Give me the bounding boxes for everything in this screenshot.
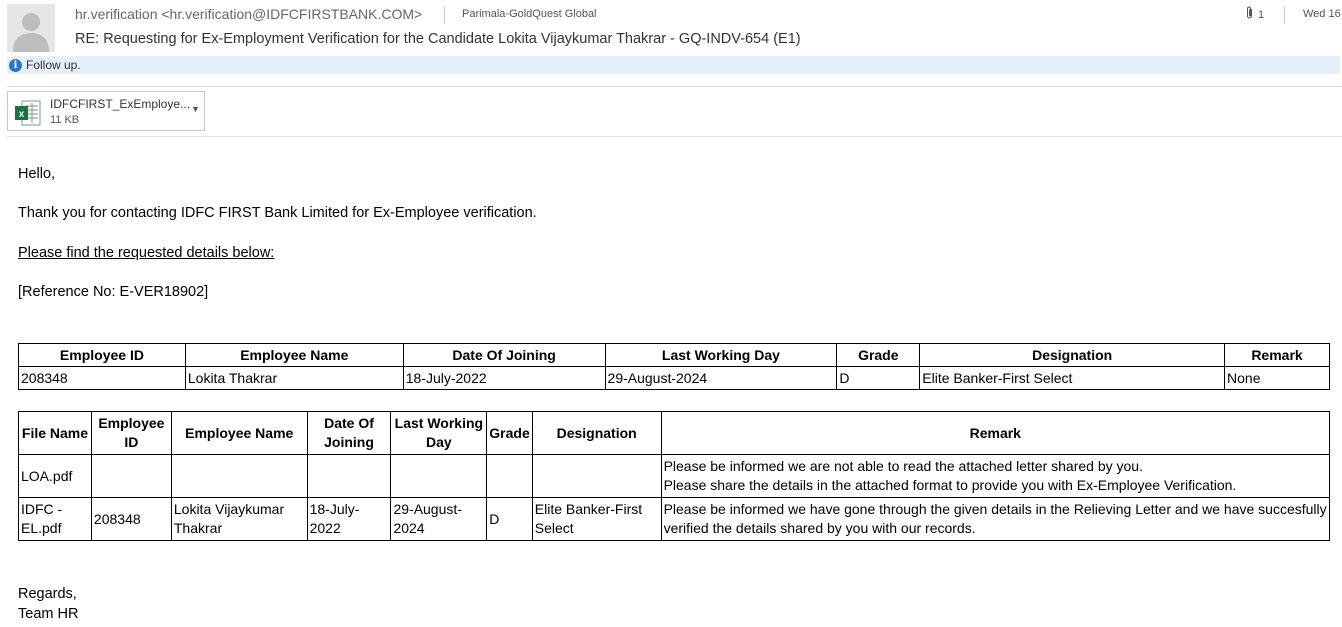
table-cell: 29-August-2024	[391, 498, 487, 541]
followup-text: Follow up.	[26, 58, 81, 72]
column-header: Employee ID	[19, 344, 186, 367]
attachment-count	[1245, 6, 1264, 23]
team-line: Team HR	[18, 606, 79, 622]
attachment-count-label: 1	[1258, 8, 1265, 21]
column-header: Designation	[920, 344, 1225, 367]
attachment-card[interactable]	[7, 91, 205, 131]
column-header: Remark	[1225, 344, 1330, 367]
column-header: File Name	[19, 412, 92, 455]
column-header: Date Of Joining	[403, 344, 605, 367]
table-cell: IDFC - EL.pdf	[19, 498, 92, 541]
table-cell	[391, 455, 487, 498]
header-divider	[444, 6, 445, 24]
table-cell: Elite Banker-First Select	[532, 498, 661, 541]
table-row	[19, 367, 1330, 390]
file-details-table	[18, 411, 1330, 541]
column-header: Designation	[532, 412, 661, 455]
details-intro: Please find the requested details below:	[18, 245, 275, 261]
table-cell: Elite Banker-First Select	[920, 367, 1225, 390]
table-cell: 29-August-2024	[605, 367, 837, 390]
column-header: Last Working Day	[605, 344, 837, 367]
table-cell	[307, 455, 391, 498]
recipient[interactable]: Parimala-GoldQuest Global	[462, 8, 597, 20]
table-header-row	[19, 412, 1330, 455]
table-cell: 18-July-2022	[403, 367, 605, 390]
table-cell	[532, 455, 661, 498]
header-divider-right	[1284, 6, 1285, 24]
divider	[7, 86, 1342, 87]
table-cell	[487, 455, 532, 498]
thanks-line: Thank you for contacting IDFC FIRST Bank Limited for Ex-Employee verification.	[18, 205, 537, 221]
table-cell: Lokita Thakrar	[185, 367, 403, 390]
table-row	[19, 455, 1330, 498]
regards-line: Regards,	[18, 586, 77, 602]
column-header: Grade	[837, 344, 920, 367]
column-header: Employee ID	[91, 412, 171, 455]
divider	[7, 136, 1342, 137]
followup-banner[interactable]	[7, 56, 1340, 74]
column-header: Employee Name	[185, 344, 403, 367]
info-icon: i	[9, 59, 22, 72]
table-cell: D	[487, 498, 532, 541]
table-cell: 208348	[91, 498, 171, 541]
column-header: Employee Name	[171, 412, 307, 455]
table-cell	[171, 455, 307, 498]
table-cell: 208348	[19, 367, 186, 390]
table-cell: Please be informed we have gone through the given details in the Relieving Letter and we have succesfully verified the details shared by you with our records.	[661, 498, 1329, 541]
attachment-size: 11 KB	[50, 114, 80, 126]
table-row	[19, 498, 1330, 541]
summary-table	[18, 343, 1330, 390]
paperclip-icon	[1245, 6, 1254, 23]
column-header: Date Of Joining	[307, 412, 391, 455]
sender-address[interactable]: hr.verification <hr.verification@IDFCFIRSTBANK.COM>	[75, 6, 423, 22]
table-cell: LOA.pdf	[19, 455, 92, 498]
table-cell: Please be informed we are not able to read the attached letter shared by you. Please share the details in the attached format to provide you with Ex-Employee Verification.	[661, 455, 1329, 498]
column-header: Grade	[487, 412, 532, 455]
attachment-name: IDFCFIRST_ExEmploye...	[50, 97, 191, 111]
table-cell: 18-July-2022	[307, 498, 391, 541]
greeting: Hello,	[18, 166, 56, 182]
chevron-down-icon[interactable]: ▼	[191, 104, 200, 114]
sender-avatar	[7, 4, 55, 52]
svg-text:x: x	[18, 109, 25, 120]
received-date: Wed 16	[1303, 8, 1341, 20]
signature	[18, 584, 78, 624]
table-header-row	[19, 344, 1330, 367]
table-cell: None	[1225, 367, 1330, 390]
column-header: Last Working Day	[391, 412, 487, 455]
email-subject: RE: Requesting for Ex-Employment Verification for the Candidate Lokita Vijaykumar Thakrar - GQ-INDV-654 (E1)	[75, 31, 801, 47]
table-cell: D	[837, 367, 920, 390]
table-cell	[91, 455, 171, 498]
column-header: Remark	[661, 412, 1329, 455]
table-cell: Lokita Vijaykumar Thakrar	[171, 498, 307, 541]
reference-number: [Reference No: E-VER18902]	[18, 284, 209, 300]
excel-file-icon	[14, 99, 42, 132]
